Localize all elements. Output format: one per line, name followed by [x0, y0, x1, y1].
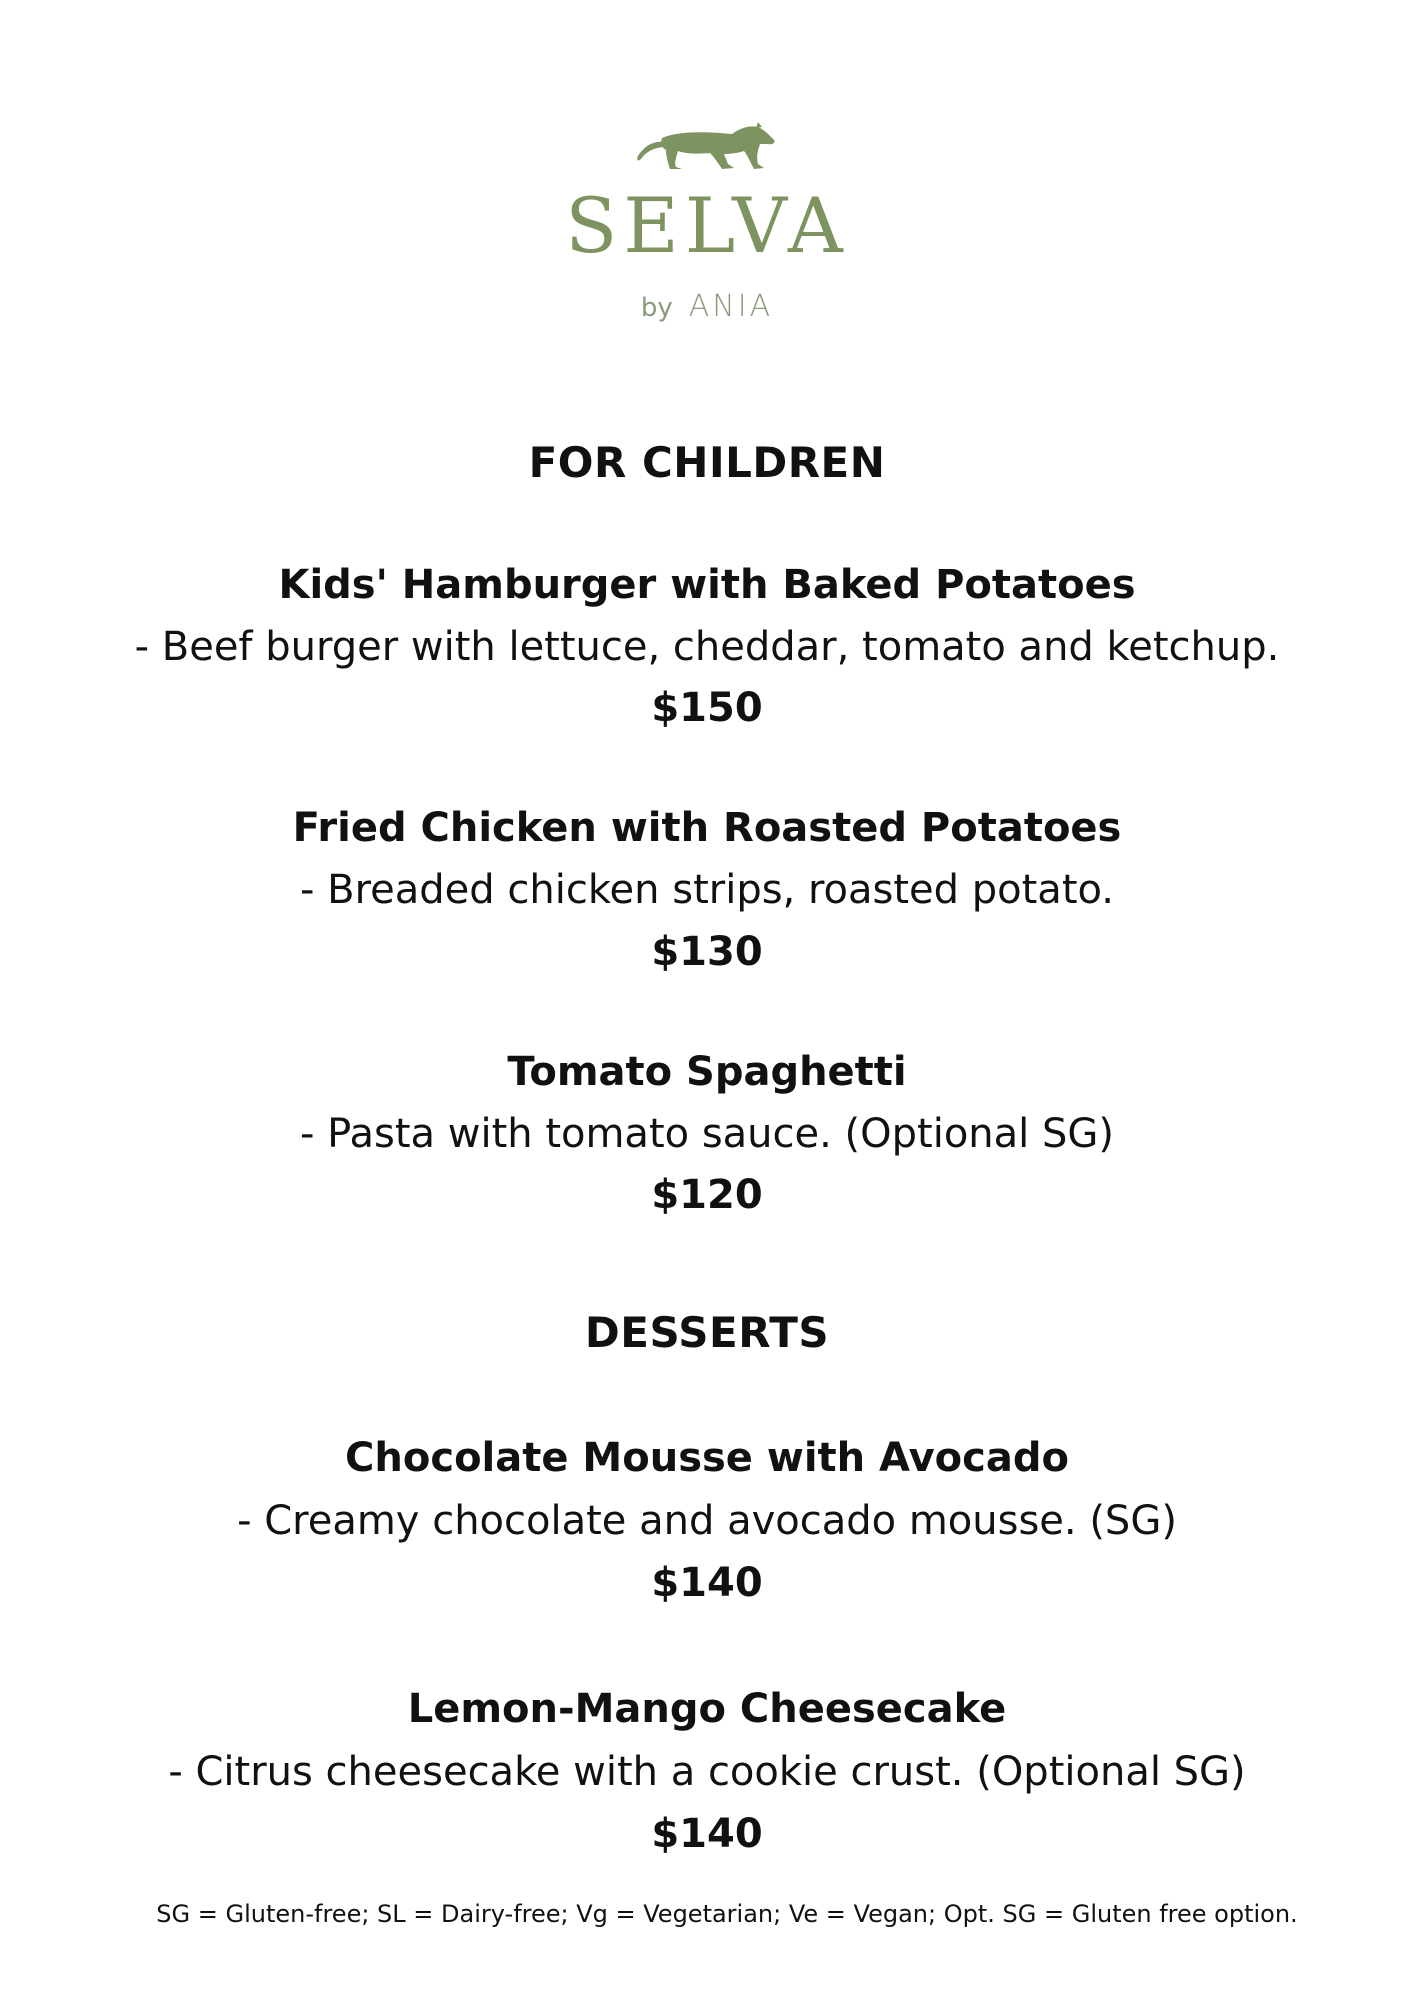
menu-item-name: Kids' Hamburger with Baked Potatoes — [278, 562, 1136, 608]
menu-item-price: $120 — [651, 1172, 763, 1218]
jaguar-icon — [632, 120, 782, 176]
menu-item-description: - Pasta with tomato sauce. (Optional SG) — [300, 1111, 1114, 1157]
section-title: DESSERTS — [584, 1308, 830, 1357]
brand-subname: ANIA — [688, 289, 774, 324]
section-title: FOR CHILDREN — [528, 438, 886, 487]
menu-item-description: - Citrus cheesecake with a cookie crust. (Optional SG) — [168, 1749, 1246, 1795]
menu-item-price: $130 — [651, 929, 763, 975]
menu-item-name: Lemon-Mango Cheesecake — [407, 1686, 1007, 1732]
menu-item-price: $150 — [651, 685, 763, 731]
brand-name: SELVA — [565, 181, 849, 270]
brand-logo — [0, 120, 1414, 330]
menu-item-name: Chocolate Mousse with Avocado — [345, 1435, 1069, 1481]
menu-item-price: $140 — [651, 1811, 763, 1857]
brand-by: by — [640, 293, 673, 323]
brand-subline — [0, 289, 1414, 324]
menu-item-price: $140 — [651, 1560, 763, 1606]
menu-item-description: - Beef burger with lettuce, cheddar, tomato and ketchup. — [134, 624, 1280, 670]
menu-item-description: - Breaded chicken strips, roasted potato. — [299, 867, 1114, 913]
menu-item-description: - Creamy chocolate and avocado mousse. (SG) — [237, 1498, 1177, 1544]
menu-item-name: Tomato Spaghetti — [507, 1049, 907, 1095]
dietary-legend: SG = Gluten-free; SL = Dairy-free; Vg = Vegetarian; Ve = Vegan; Opt. SG = Gluten free option. — [156, 1900, 1298, 1928]
menu-item-name: Fried Chicken with Roasted Potatoes — [292, 805, 1122, 851]
